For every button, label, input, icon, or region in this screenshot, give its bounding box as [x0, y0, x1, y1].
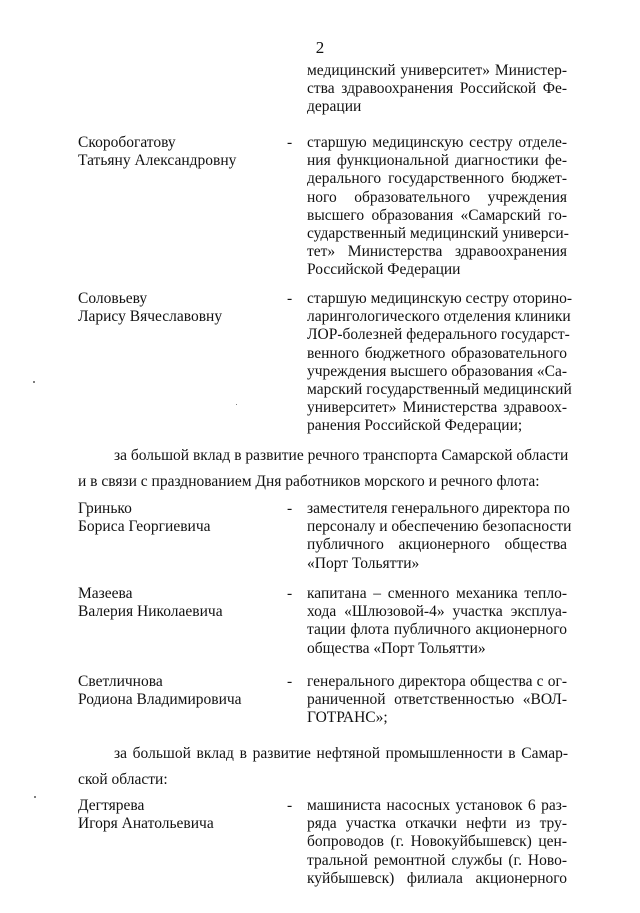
section-river-transport-cont [78, 473, 568, 491]
position-description: капитана – сменного механика тепло- хода «Шлюзовой-4» участка эксплуа- тации флота публичного акционерного общества «Порт Тольятти» [307, 585, 567, 657]
person-name: Гринько Бориса Георгиевича [78, 500, 211, 536]
person-name: Скоробогатову Татьяну Александровну [78, 134, 237, 170]
dash-separator: - [287, 134, 293, 151]
intro-continuation [307, 62, 567, 117]
section-line: и в связи с празднованием Дня работников морского и речного флота: [78, 473, 540, 490]
dash-separator: - [287, 290, 293, 307]
section-oil-industry-cont [78, 771, 568, 789]
scan-speck [236, 404, 237, 405]
intro-line: дерации [307, 98, 362, 116]
dash-separator: - [287, 500, 293, 517]
position-description: старшую медицинскую сестру отделе- ния функциональной диагностики фе- дерального государственного бюджет- ного образовательного учреждения высшего образования «Самарский го- сударственный медицинский универси- тет» Министерства здравоохранения Российской Федерации [307, 134, 569, 279]
position-description: заместителя генерального директора по персоналу и обеспечению безопасности публичного акционерного общества «Порт Тольятти» [307, 500, 572, 572]
scan-speck [34, 796, 36, 798]
section-line: за большой вклад в развитие нефтяной промышленности в Самар- [114, 745, 568, 762]
person-name: Соловьеву Ларису Вячеславовну [78, 290, 223, 326]
position-description: генерального директора общества с ог- раниченной ответственностью «ВОЛ- ГОТРАНС»; [307, 673, 567, 727]
section-oil-industry [78, 745, 568, 763]
page-number: 2 [315, 38, 325, 57]
position-description: машиниста насосных установок 6 раз- ряда участка откачки нефти из тру- бопроводов (г. Новокуйбышевск) цен- тральной ремонтной службы (г. Ново- куйбышевск) филиала акционерного [307, 797, 567, 887]
person-name: Светличнова Родиона Владимировича [78, 673, 242, 709]
intro-line: медицинский университет» Министер- [307, 62, 567, 79]
dash-separator: - [287, 797, 293, 814]
dash-separator: - [287, 673, 293, 690]
person-name: Дегтярева Игоря Анатольевича [78, 797, 214, 833]
section-line: ской области: [78, 771, 168, 788]
person-name: Мазеева Валерия Николаевича [78, 585, 223, 621]
section-river-transport [78, 447, 568, 465]
section-line: за большой вклад в развитие речного транспорта Самарской области [114, 447, 569, 464]
position-description: старшую медицинскую сестру оторино- ларингологического отделения клиники ЛОР-болезней федерального государст- венного бюджетного образовательного учреждения высшего образования «Са- марский государственный медицинский университет» Министерства здравоох- ранения Российской Федерации; [307, 290, 573, 435]
scan-speck [33, 381, 35, 383]
dash-separator: - [287, 585, 293, 602]
intro-line: ства здравоохранения Российской Фе- [307, 80, 567, 98]
